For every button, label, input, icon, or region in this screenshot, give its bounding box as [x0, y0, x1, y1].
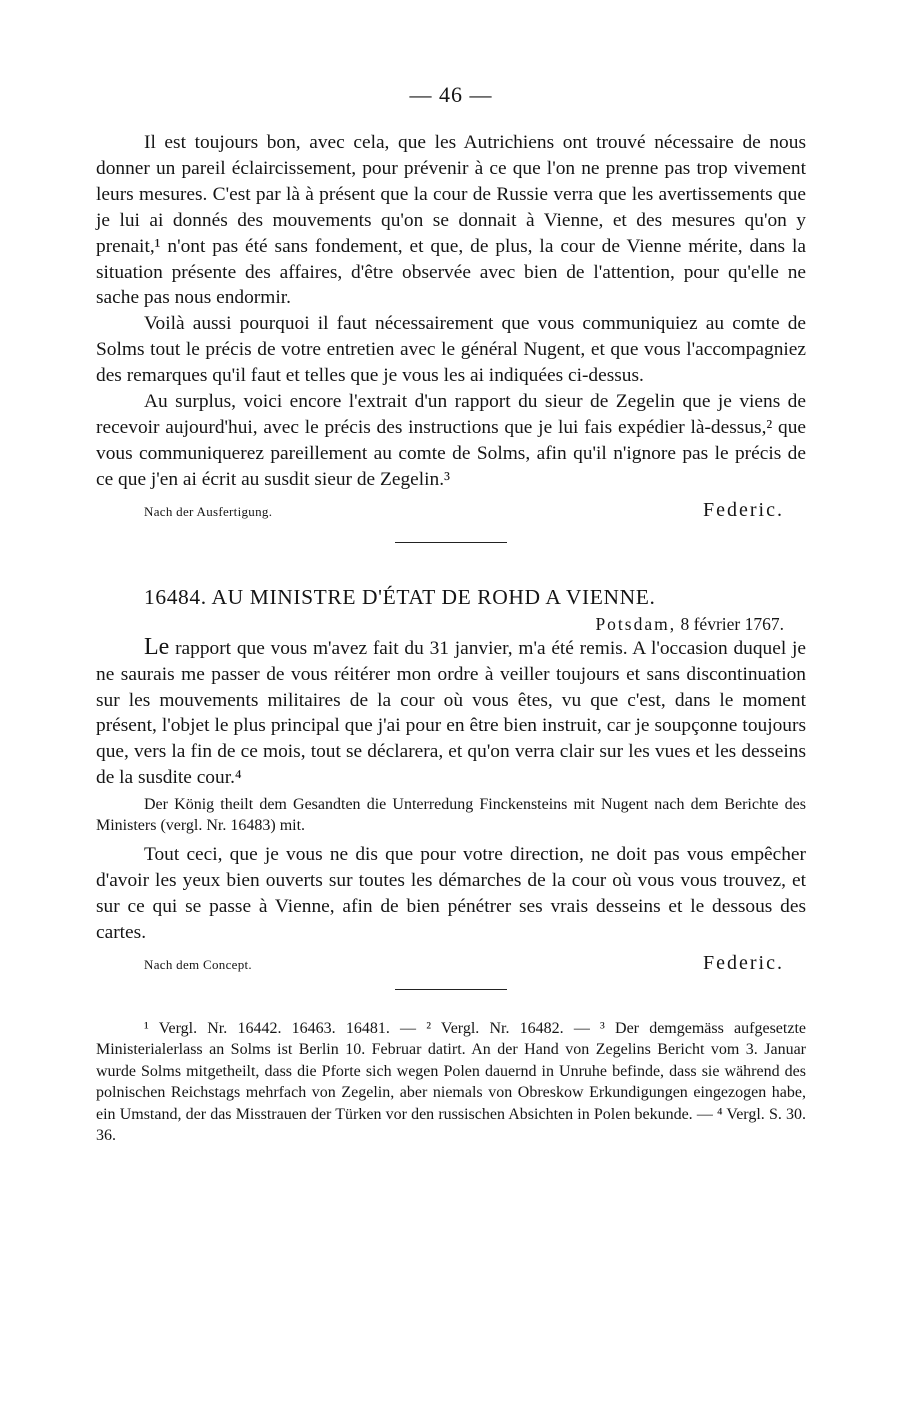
place-date	[96, 614, 806, 635]
editorial-note: Der König theilt dem Gesandten die Unterredung Finckensteins mit Nugent nach dem Berichte des Ministers (vergl. Nr. 16483) mit.	[96, 796, 806, 834]
paragraph: Tout ceci, que je vous ne dis que pour votre direction, ne doit pas vous empêcher d'avoir les yeux bien ouverts sur toutes les démarches de la cour où vous vous trouvez, et sur ce qui se passe à Vienne, afin de bien pénétrer ses vrais desseins et le dessous des cartes.	[96, 844, 806, 943]
signature-line	[96, 499, 806, 522]
footnotes: ¹ Vergl. Nr. 16442. 16463. 16481. — ² Vergl. Nr. 16482. — ³ Der demgemäss aufgesetzte Ministerialerlass an Solms ist Berlin 10. Februar datirt. An der Hand von Zegelins Bericht vom 3. Januar wurde Solms mitgetheilt, dass die Pforte sich wegen Polen dauernd in Unruhe befinde, dass sie während des polnischen Reichstags mehrfach von Zegelin, aber niemals von Obreskow Erkundigungen eingezogen habe, ein Umstand, der das Misstrauen der Türken vor den russischen Absichten in Polen bekunde. — ⁴ Vergl. S. 30. 36.	[96, 1019, 806, 1145]
paragraph-text: rapport que vous m'avez fait du 31 janvier, m'a été remis. A l'occasion duquel je ne saurais me passer de vous réitérer mon ordre à veiller toujours et sans discontinuation sur les mouvements militaires de la cour où vous êtes, vu que c'est, dans le moment présent, l'objet le plus principal que j'ai pour en être bien instruit, car je soupçonne toujours que, vers la fin de ce mois, tout se déclarera, et qu'on verra clair sur les vues et les desseins de la susdite cour.⁴	[96, 637, 806, 789]
initial-word: Le	[144, 633, 170, 660]
paragraph: Voilà aussi pourquoi il faut nécessairement que vous communiquiez au comte de Solms tout le précis de votre entretien avec le général Nugent, et que vous l'accompagniez des remarques qu'il faut et telles que je vous les ai indiquées ci-dessus.	[96, 313, 806, 387]
document-heading: 16484. AU MINISTRE D'ÉTAT DE ROHD A VIENNE.	[144, 584, 656, 609]
page	[96, 82, 806, 1163]
place: Potsdam,	[595, 613, 677, 634]
paragraph	[96, 635, 806, 791]
source-note: Nach dem Concept.	[144, 956, 252, 972]
signature: Federic.	[703, 951, 784, 974]
signature: Federic.	[703, 498, 784, 521]
divider	[395, 542, 507, 543]
source-note: Nach der Ausfertigung.	[144, 503, 273, 519]
signature-line	[96, 952, 806, 975]
paragraph: Il est toujours bon, avec cela, que les Autrichiens ont trouvé nécessaire de nous donner un pareil éclaircissement, pour prévenir à ce que l'on ne prenne pas trop vivement leurs mesures. C'est par là à présent que la cour de Russie verra que les avertissements que je lui ai donnés des mouvements qu'on se donnait à Vienne, et des mesures qu'on y prenait,¹ n'ont pas été sans fondement, et que, de plus, la cour de Vienne mérite, dans la situation présente des affaires, d'être observée avec bien de l'attention, pour qu'elle ne sache pas nous endormir.	[96, 132, 806, 309]
page-number: — 46 —	[409, 82, 493, 107]
divider	[395, 989, 507, 990]
date: 8 février 1767.	[680, 613, 784, 634]
paragraph: Au surplus, voici encore l'extrait d'un rapport du sieur de Zegelin que je viens de recevoir aujourd'hui, avec le précis des instructions que je lui fais expédier là-dessus,² que vous communiquerez pareillement au comte de Solms, afin qu'il n'ignore pas le précis de ce que j'en ai écrit au susdit sieur de Zegelin.³	[96, 391, 806, 490]
